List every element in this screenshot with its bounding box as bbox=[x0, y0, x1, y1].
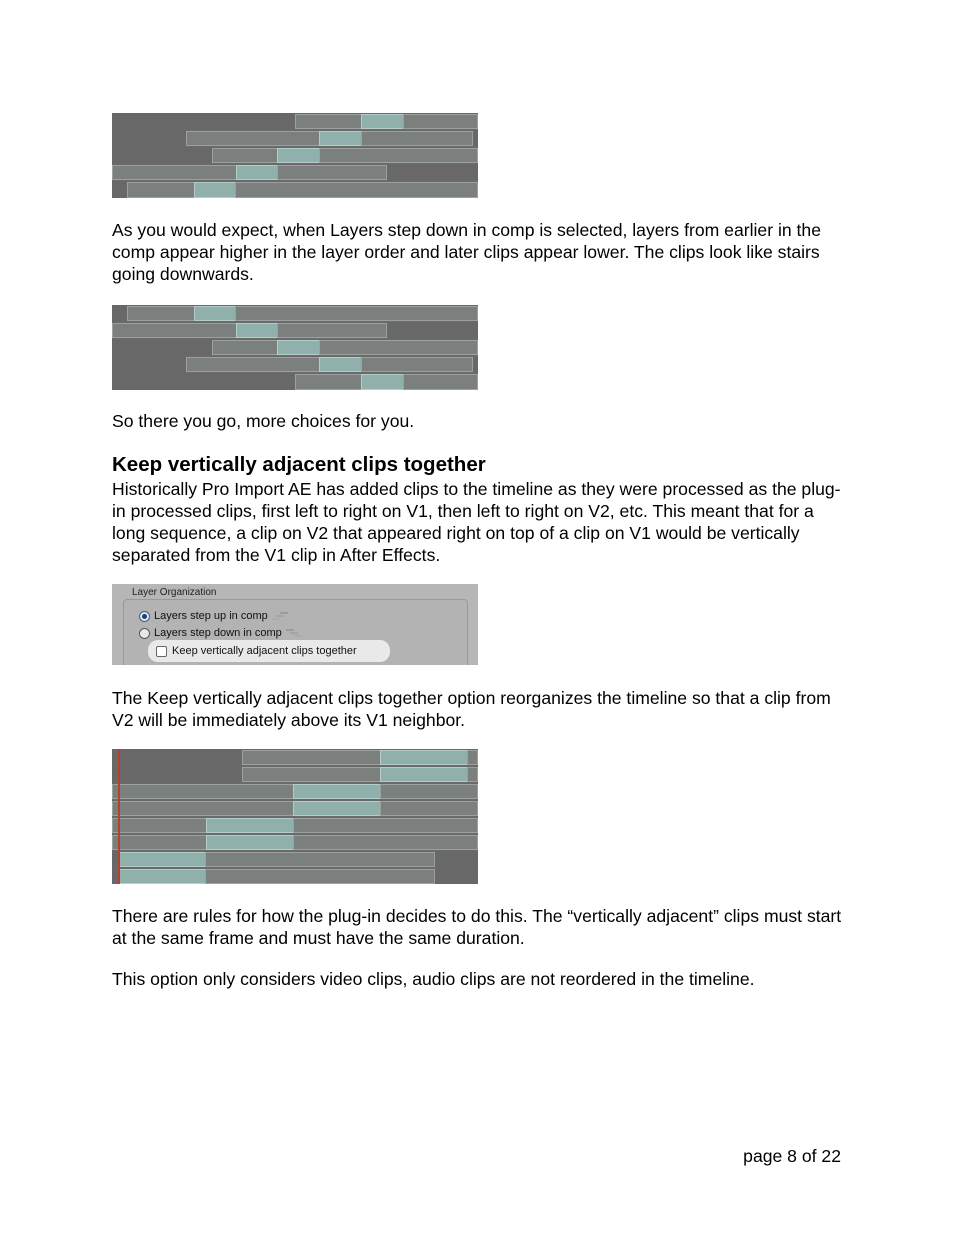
section-heading: Keep vertically adjacent clips together bbox=[112, 453, 486, 476]
timeline-adjacent bbox=[112, 749, 478, 884]
clip bbox=[380, 784, 478, 799]
timeline-row bbox=[112, 305, 478, 321]
clip-selected bbox=[194, 182, 236, 198]
radio-option-step-down[interactable] bbox=[139, 627, 302, 639]
clip-selected bbox=[118, 852, 206, 867]
panel-title: Layer Organization bbox=[132, 587, 217, 598]
timeline-row bbox=[112, 181, 478, 198]
clip bbox=[212, 340, 278, 355]
clip bbox=[403, 114, 478, 129]
paragraph-reorganizes: The Keep vertically adjacent clips together option reorganizes the timeline so that a clip from V2 will be immediately above its V1 neighbor. bbox=[112, 688, 831, 730]
clip bbox=[235, 182, 478, 198]
clip bbox=[112, 835, 207, 850]
clip bbox=[467, 767, 478, 782]
clip-selected bbox=[236, 165, 278, 180]
clip-selected bbox=[380, 750, 468, 765]
paragraph-rules: There are rules for how the plug-in decides to do this. The “vertically adjacent” clips must start at the same frame and must have the same duration. bbox=[112, 906, 842, 948]
clip bbox=[112, 818, 207, 833]
clip bbox=[112, 784, 294, 799]
clip bbox=[277, 323, 387, 338]
clip-selected bbox=[361, 114, 404, 129]
clip bbox=[186, 131, 320, 146]
timeline-row bbox=[112, 766, 478, 782]
timeline-step-down bbox=[112, 305, 478, 390]
clip-selected bbox=[206, 818, 294, 833]
timeline-row bbox=[112, 817, 478, 833]
checkbox-unchecked-icon[interactable] bbox=[156, 646, 167, 657]
timeline-step-up bbox=[112, 113, 478, 198]
page-number: page 8 of 22 bbox=[743, 1146, 841, 1166]
clip bbox=[295, 114, 362, 129]
clip bbox=[361, 357, 473, 372]
clip bbox=[112, 801, 294, 816]
radio-unselected-icon[interactable] bbox=[139, 628, 150, 639]
clip-selected bbox=[361, 374, 404, 390]
clip bbox=[112, 323, 237, 338]
clip-selected bbox=[206, 835, 294, 850]
clip bbox=[186, 357, 320, 372]
clip bbox=[205, 869, 435, 884]
clip bbox=[127, 182, 195, 198]
clip-selected bbox=[293, 801, 381, 816]
clip-selected bbox=[194, 306, 236, 321]
clip-selected bbox=[118, 869, 206, 884]
clip bbox=[295, 374, 362, 390]
clip bbox=[467, 750, 478, 765]
timeline-row bbox=[112, 164, 478, 180]
radio-option-step-up[interactable] bbox=[139, 610, 288, 622]
paragraph-video-only: This option only considers video clips, audio clips are not reordered in the timeline. bbox=[112, 969, 755, 989]
clip bbox=[319, 148, 478, 163]
clip bbox=[235, 306, 478, 321]
clip bbox=[403, 374, 478, 390]
clip bbox=[212, 148, 278, 163]
timeline-row bbox=[112, 868, 478, 884]
clip bbox=[112, 165, 237, 180]
radio-label-step-up: Layers step up in comp bbox=[154, 610, 268, 622]
stairs-down-icon bbox=[286, 629, 302, 637]
clip bbox=[293, 818, 478, 833]
clip-selected bbox=[277, 340, 320, 355]
clip bbox=[319, 340, 478, 355]
clip bbox=[380, 801, 478, 816]
clip-selected bbox=[319, 357, 362, 372]
clip-selected bbox=[319, 131, 362, 146]
keep-adjacent-checkbox-row[interactable] bbox=[148, 640, 390, 662]
stairs-up-icon bbox=[272, 612, 288, 620]
timeline-row bbox=[112, 130, 478, 146]
layer-organization-panel bbox=[112, 584, 478, 665]
timeline-row bbox=[112, 783, 478, 799]
timeline-row bbox=[112, 113, 478, 129]
clip bbox=[205, 852, 435, 867]
clip-selected bbox=[236, 323, 278, 338]
checkbox-label: Keep vertically adjacent clips together bbox=[172, 645, 357, 657]
timeline-row bbox=[112, 373, 478, 390]
timeline-row bbox=[112, 851, 478, 867]
clip bbox=[242, 750, 381, 765]
timeline-row bbox=[112, 800, 478, 816]
radio-selected-icon[interactable] bbox=[139, 611, 150, 622]
paragraph-step-down: As you would expect, when Layers step down in comp is selected, layers from earlier in the comp appear higher in the layer order and later clips appear lower. The clips look like stairs going downwards. bbox=[112, 220, 821, 284]
paragraph-historically: Historically Pro Import AE has added clips to the timeline as they were processed as the plug-in processed clips, first left to right on V1, then left to right on V2, etc. This meant that for a long sequence, a clip on V2 that appeared right on top of a clip on V1 would be vertically separated from the V1 clip in After Effects. bbox=[112, 479, 841, 565]
clip bbox=[293, 835, 478, 850]
timeline-row bbox=[112, 322, 478, 338]
timeline-row bbox=[112, 356, 478, 372]
clip bbox=[277, 165, 387, 180]
timeline-row bbox=[112, 749, 478, 765]
clip-selected bbox=[293, 784, 381, 799]
timeline-row bbox=[112, 339, 478, 355]
clip-selected bbox=[380, 767, 468, 782]
clip-selected bbox=[277, 148, 320, 163]
clip bbox=[127, 306, 195, 321]
paragraph-choices: So there you go, more choices for you. bbox=[112, 411, 415, 431]
timeline-row bbox=[112, 834, 478, 850]
radio-label-step-down: Layers step down in comp bbox=[154, 627, 282, 639]
clip bbox=[242, 767, 381, 782]
timeline-row bbox=[112, 147, 478, 163]
clip bbox=[361, 131, 473, 146]
playhead-indicator bbox=[118, 749, 120, 884]
